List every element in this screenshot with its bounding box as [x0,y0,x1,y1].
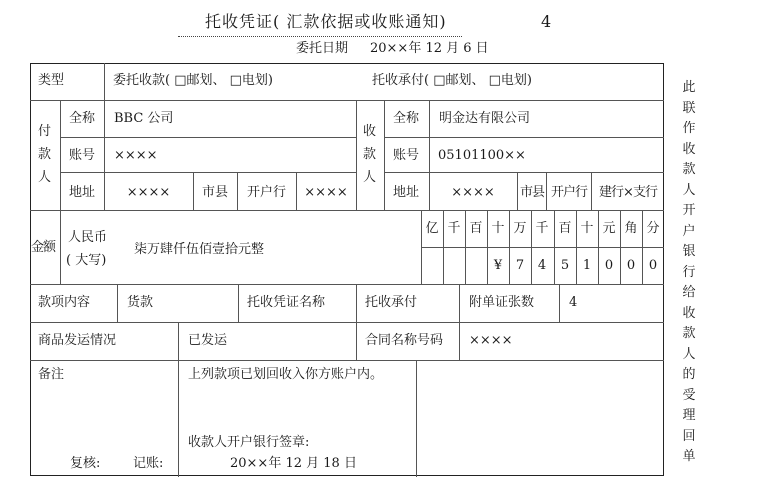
divider [459,284,460,322]
divider [238,284,239,322]
unit-jiao: 角 [624,221,638,236]
payer-account-label: 账号 [69,148,96,163]
payer-address-value: ×××× [126,185,171,200]
content-value: 货款 [127,295,154,310]
copy-number: 4 [541,12,553,31]
digit-qian-2: 4 [537,258,547,273]
payee-address-value: ×××× [451,185,495,200]
payer-bank-label: 开户行 [246,185,286,200]
amount-in-words: 柒万肆仟伍佰壹拾元整 [134,242,265,257]
divider [117,284,118,322]
payee-account-value: 05101100×× [438,148,526,163]
divider [30,284,664,285]
contract-label: 合同名称号码 [365,333,444,348]
unit-qian-2: 千 [535,221,549,236]
divider [178,360,179,477]
unit-yuan: 元 [602,221,616,236]
payer-group-label-3: 人 [38,170,52,185]
shipping-value: 已发运 [188,333,228,348]
form-title: 托收凭证( 汇款依据或收账通知) [205,12,447,31]
collection-acceptance-option[interactable]: 托收承付( □邮划、 □电划) [372,73,532,88]
divider [421,247,664,248]
date-value: 20××年 12 月 6 日 [370,41,489,56]
unit-qian: 千 [447,221,461,236]
payer-name-value: BBC 公司 [114,111,174,126]
date-label: 委托日期 [296,41,349,56]
divider [30,210,664,211]
digit-shi: ¥ [493,258,503,273]
divider [559,284,560,322]
payee-account-label: 账号 [393,148,420,163]
divider [356,322,357,360]
payee-name-value: 明金达有限公司 [439,111,531,126]
divider [60,100,61,210]
payee-group-label-2: 款 [363,147,377,162]
payer-address-label: 地址 [69,185,96,200]
divider [384,137,664,138]
unit-yi: 亿 [425,221,439,236]
divider [30,100,664,101]
payer-group-label-1: 付 [38,124,52,139]
voucher-name-label: 托收凭证名称 [247,295,326,310]
signature-label: 收款人开户银行签章: [188,435,310,450]
digit-jiao: 0 [626,258,636,273]
currency-words-label: ( 大写) [66,253,107,268]
side-note [682,78,698,468]
payer-name-label: 全称 [69,111,96,126]
divider [104,63,105,100]
unit-shi: 十 [491,221,505,236]
divider [356,100,357,210]
attachments-value: 4 [569,295,578,310]
shipping-label: 商品发运情况 [38,333,117,348]
payee-name-label: 全称 [393,111,420,126]
amount-label: 金额 [31,240,56,255]
payee-city-label: 市县 [519,185,544,200]
title-underline [178,36,462,37]
divider [30,322,664,323]
unit-bai: 百 [469,221,483,236]
payer-bank-value: ×××× [304,185,348,200]
signature-date: 20××年 12 月 18 日 [230,456,357,471]
payee-group-label-3: 人 [363,170,377,185]
type-label: 类型 [38,73,65,88]
divider [384,100,385,210]
digit-bai-2: 5 [560,258,570,273]
payee-group-label-1: 收 [363,124,377,139]
payer-account-value: ×××× [114,148,158,163]
divider [384,172,664,173]
bookkeeping-label: 记账: [133,456,164,471]
payee-bank-value: 建行×支行 [599,185,657,200]
transfer-message: 上列款项已划回收入你方账户内。 [188,367,384,382]
payee-address-label: 地址 [393,185,420,200]
digit-yuan: 0 [604,258,614,273]
digit-wan: 7 [515,258,525,273]
divider [356,284,357,322]
entrust-collection-option[interactable]: 委托收款( □邮划、 □电划) [113,73,273,88]
payer-group-label-2: 款 [38,147,52,162]
voucher-name-value: 托收承付 [365,295,418,310]
review-label: 复核: [70,456,101,471]
unit-bai-2: 百 [558,221,572,236]
content-label: 款项内容 [38,295,91,310]
attachments-label: 附单证张数 [469,295,535,310]
currency-label: 人民币 [68,230,108,245]
notes-label: 备注 [38,367,65,382]
side-note-text: 此联作收款人开户银行给收款人的受理回单 [682,80,696,464]
divider [416,360,417,477]
divider [178,322,179,360]
unit-shi-2: 十 [580,221,594,236]
divider [60,210,61,284]
divider [459,322,460,360]
digit-shi-2: 1 [582,258,592,273]
digit-fen: 0 [648,258,658,273]
payee-bank-label: 开户行 [550,185,587,200]
payer-city-label: 市县 [201,185,228,200]
contract-value: ×××× [469,333,513,348]
unit-wan: 万 [513,221,527,236]
divider [30,360,664,361]
unit-fen: 分 [646,221,660,236]
